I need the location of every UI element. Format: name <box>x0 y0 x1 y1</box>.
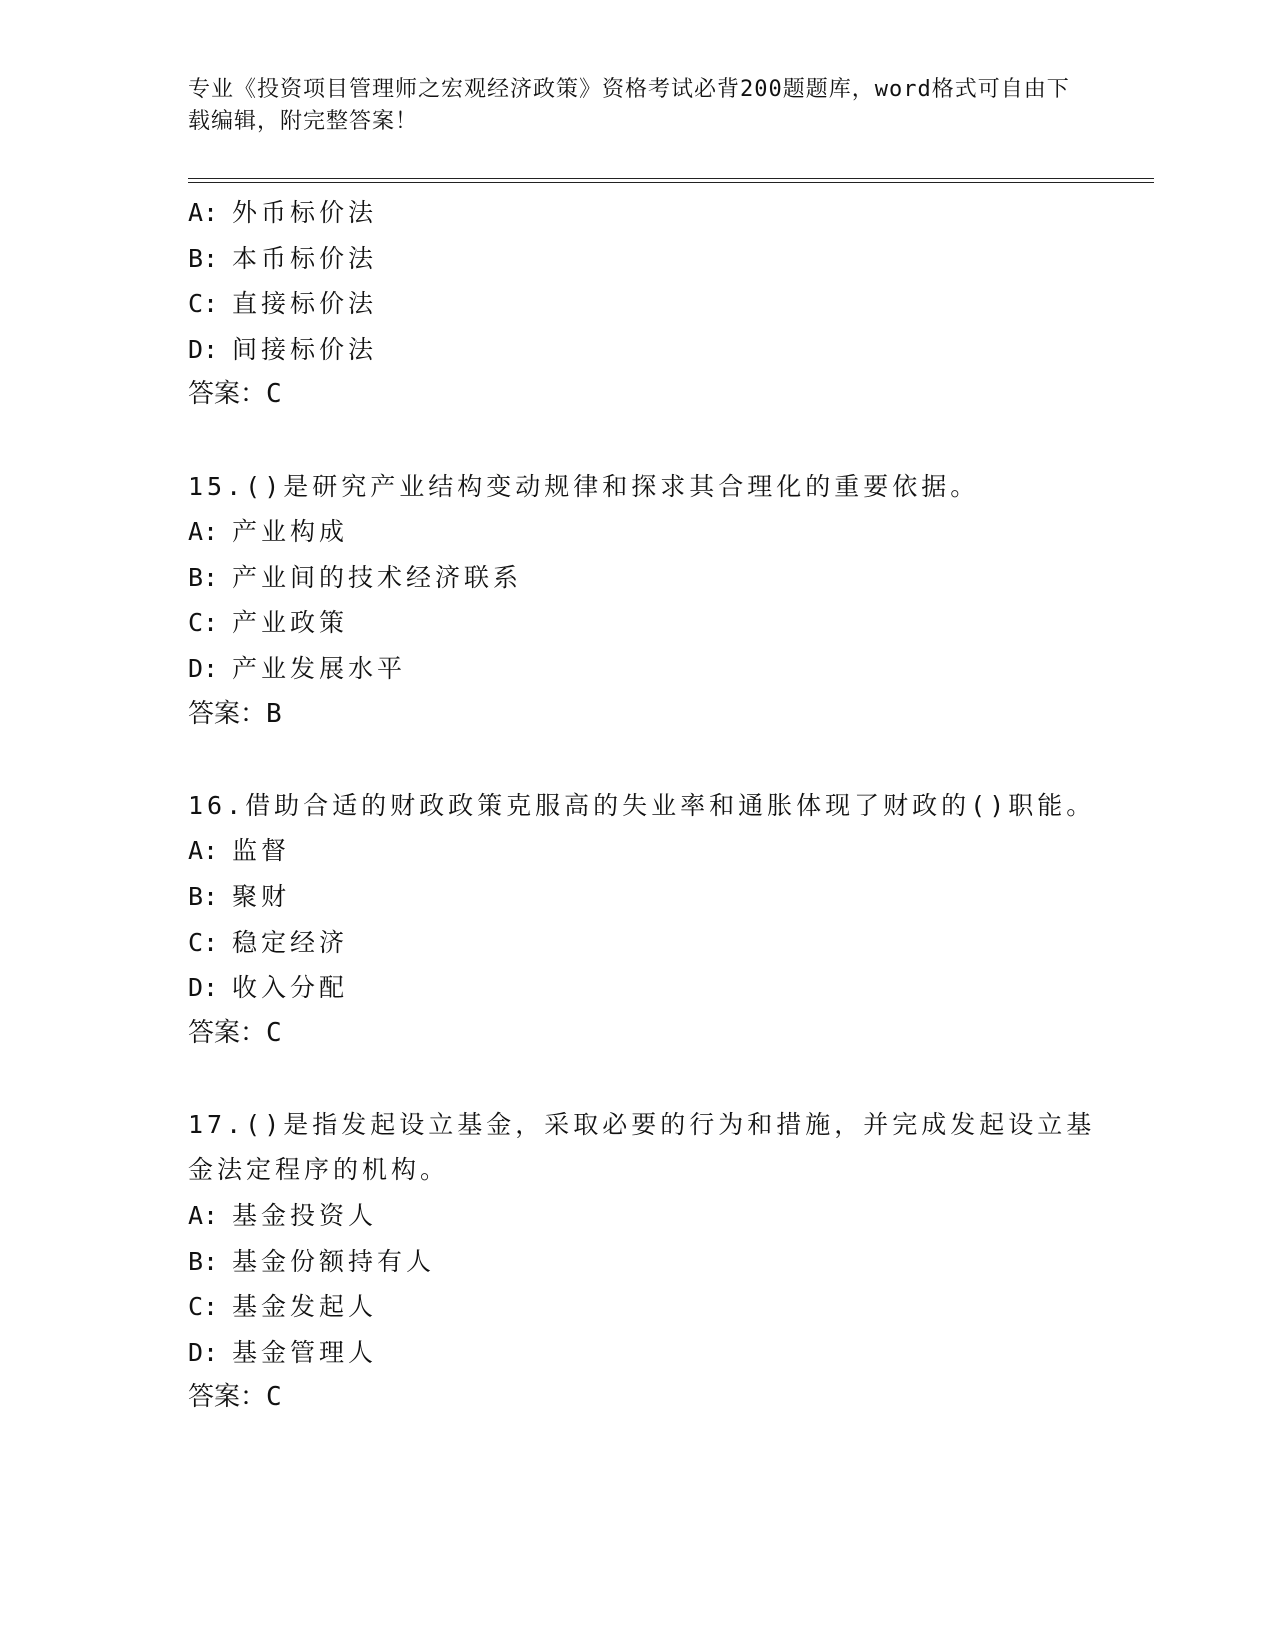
option-d <box>188 965 1088 1011</box>
option-b <box>188 874 1088 920</box>
option-text: 间接标价法 <box>232 334 378 364</box>
header-rule-bottom <box>188 182 1154 183</box>
option-text: 聚财 <box>232 881 291 911</box>
option-text: 基金管理人 <box>232 1337 378 1367</box>
question-stem-line-2: 金法定程序的机构。 <box>188 1155 450 1185</box>
option-b <box>188 555 1088 601</box>
question-block-17 <box>188 1102 1096 1421</box>
spacer <box>188 1056 1088 1102</box>
option-d <box>188 1330 1088 1376</box>
answer-value: C <box>266 1382 282 1413</box>
answer-label: 答案： <box>188 379 267 410</box>
answer-value: C <box>266 1017 282 1048</box>
option-text: 产业构成 <box>232 517 349 547</box>
question-block-15 <box>188 464 1088 738</box>
option-a <box>188 190 1088 236</box>
option-text: 本币标价法 <box>232 243 378 273</box>
option-text: 稳定经济 <box>232 927 349 957</box>
option-text: 基金份额持有人 <box>232 1246 436 1276</box>
option-c <box>188 920 1088 966</box>
option-text: 产业发展水平 <box>232 653 407 683</box>
header-rule-top <box>188 178 1154 179</box>
option-a <box>188 1193 1088 1239</box>
option-a <box>188 509 1088 555</box>
option-text: 监督 <box>232 836 291 866</box>
option-b <box>188 1239 1088 1285</box>
option-prefix: D: <box>188 653 219 683</box>
option-text: 产业间的技术经济联系 <box>232 562 523 592</box>
option-prefix: A: <box>188 198 219 227</box>
option-c <box>188 281 1088 327</box>
question-stem: 15.()是研究产业结构变动规律和探求其合理化的重要依据。 <box>188 471 980 501</box>
option-text: 基金投资人 <box>232 1201 378 1231</box>
option-prefix: C: <box>188 608 219 638</box>
option-prefix: B: <box>188 562 219 592</box>
spacer <box>188 418 1088 464</box>
option-prefix: B: <box>188 881 219 911</box>
option-prefix: A: <box>188 517 219 547</box>
option-prefix: D: <box>188 334 219 364</box>
question-list <box>188 190 1096 1421</box>
spacer <box>188 737 1088 783</box>
option-text: 外币标价法 <box>232 198 378 227</box>
document-header: 专业《投资项目管理师之宏观经济政策》资格考试必背200题题库，word格式可自由下载编辑，附完整答案！ <box>188 77 1070 134</box>
option-prefix: D: <box>188 1337 219 1367</box>
option-d <box>188 646 1088 692</box>
option-c <box>188 1284 1088 1330</box>
option-d <box>188 327 1088 373</box>
option-prefix: A: <box>188 1201 219 1231</box>
option-prefix: A: <box>188 836 219 866</box>
option-text: 收入分配 <box>232 973 349 1003</box>
answer-line <box>188 1011 1088 1057</box>
question-block-14 <box>188 190 1088 418</box>
option-prefix: D: <box>188 973 219 1003</box>
answer-value: C <box>266 379 282 410</box>
option-prefix: C: <box>188 1292 219 1322</box>
answer-line <box>188 1375 1088 1421</box>
question-stem-line-1: 17.()是指发起设立基金，采取必要的行为和措施，并完成发起设立基 <box>188 1109 1096 1139</box>
answer-label: 答案： <box>188 1017 267 1048</box>
option-b <box>188 236 1088 282</box>
option-text: 基金发起人 <box>232 1292 378 1322</box>
option-prefix: C: <box>188 927 219 957</box>
answer-value: B <box>266 698 282 729</box>
option-c <box>188 600 1088 646</box>
answer-line <box>188 692 1088 738</box>
option-a <box>188 828 1088 874</box>
option-text: 直接标价法 <box>232 289 378 319</box>
option-text: 产业政策 <box>232 608 349 638</box>
option-prefix: B: <box>188 243 219 273</box>
question-block-16 <box>188 783 1096 1057</box>
option-prefix: B: <box>188 1246 219 1276</box>
answer-label: 答案： <box>188 698 267 729</box>
question-stem: 16.借助合适的财政政策克服高的失业率和通胀体现了财政的()职能。 <box>188 790 1096 820</box>
option-prefix: C: <box>188 289 219 319</box>
answer-label: 答案： <box>188 1382 267 1413</box>
answer-line <box>188 372 1088 418</box>
